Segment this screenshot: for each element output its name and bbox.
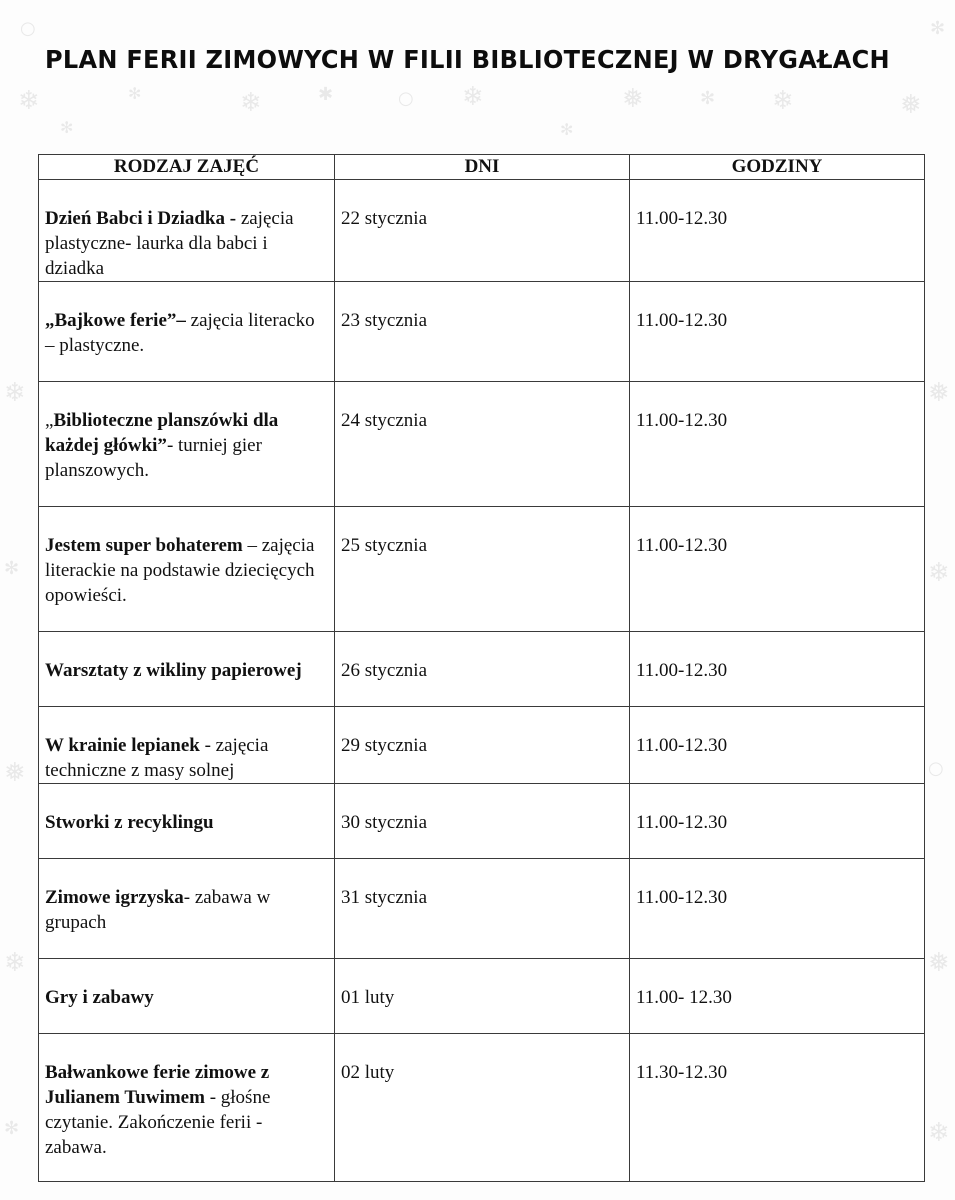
day-cell: 29 stycznia [335,707,630,784]
activity-cell [39,282,335,382]
snowflake-icon: ❅ [4,758,26,788]
snowflake-icon: ❄ [18,86,40,116]
activity-name: Biblioteczne planszówki dla każdej główki” [45,410,279,456]
activity-name: Gry i zabawy [45,987,154,1008]
header-activity: RODZAJ ZAJĘĆ [39,155,335,180]
activity-cell [39,959,335,1034]
hours-cell: 11.00-12.30 [630,180,925,282]
snowflake-icon: ✻ [560,120,574,139]
activity-cell [39,382,335,507]
activity-description: – zajęcia literackie na podstawie dziecięcych opowieści. [45,535,315,606]
activity-cell [39,1034,335,1182]
table-row [39,382,925,507]
day-cell: 30 stycznia [335,784,630,859]
page-title: PLAN FERII ZIMOWYCH W FILII BIBLIOTECZNEJ W DRYGAŁACH [45,45,890,74]
activity-cell [39,507,335,632]
snowflake-icon: ❄ [240,88,262,118]
hours-cell: 11.00-12.30 [630,282,925,382]
snowflake-icon: ❅ [928,378,950,408]
snowflake-icon: ❅ [928,948,950,978]
hours-cell: 11.00- 12.30 [630,959,925,1034]
snowflake-icon: ✻ [700,88,716,109]
activity-description: zajęcia literacko – plastyczne. [45,310,315,356]
activity-description: - turniej gier planszowych. [45,435,262,481]
snowflake-icon: ❄ [772,86,794,116]
header-days: DNI [335,155,630,180]
activity-name: W krainie lepianek [45,735,200,756]
snowflake-icon: ❄ [4,948,26,978]
snowflake-icon: ✻ [930,18,946,39]
activity-cell [39,707,335,784]
schedule-table [38,154,925,1182]
table-row [39,632,925,707]
activity-cell [39,180,335,282]
hours-cell: 11.00-12.30 [630,382,925,507]
hours-cell: 11.00-12.30 [630,507,925,632]
snowflake-icon: ✻ [128,84,142,103]
activity-name: Jestem super bohaterem [45,535,243,556]
table-row [39,784,925,859]
snowflake-icon: ❄ [928,1118,950,1148]
snowflake-icon: ✱ [318,84,334,105]
table-row [39,282,925,382]
activity-description: - głośne czytanie. Zakończenie ferii - zabawa. [45,1087,271,1158]
day-cell: 24 stycznia [335,382,630,507]
activity-description: - zabawa w grupach [45,887,271,933]
snowflake-icon: ❄ [4,378,26,408]
activity-name: Dzień Babci i Dziadka - [45,208,237,229]
activity-cell [39,632,335,707]
activity-name: „Bajkowe ferie”– [45,310,186,331]
activity-name: Stworki z recyklingu [45,812,214,833]
table-header-row [39,155,925,180]
activity-name: Warsztaty z wikliny papierowej [45,660,302,681]
activity-cell [39,859,335,959]
snowflake-icon: ○ [928,758,944,779]
hours-cell: 11.00-12.30 [630,784,925,859]
snowflake-icon: ○ [20,18,36,39]
snowflake-icon: ❄ [928,558,950,588]
table-row [39,859,925,959]
activity-cell [39,784,335,859]
day-cell: 01 luty [335,959,630,1034]
table-row [39,507,925,632]
table-row [39,180,925,282]
snowflake-icon: ❄ [462,82,484,112]
snowflake-icon: ✻ [60,118,74,137]
header-hours: GODZINY [630,155,925,180]
day-cell: 31 stycznia [335,859,630,959]
snowflake-icon: ✻ [4,1118,20,1139]
activity-name: Zimowe igrzyska [45,887,184,908]
day-cell: 02 luty [335,1034,630,1182]
snowflake-icon: ○ [398,88,414,109]
table-row [39,959,925,1034]
activity-description: zajęcia plastyczne- laurka dla babci i dziadka [45,208,294,279]
day-cell: 26 stycznia [335,632,630,707]
activity-description: - zajęcia techniczne z masy solnej [45,735,269,781]
hours-cell: 11.00-12.30 [630,707,925,784]
hours-cell: 11.30-12.30 [630,1034,925,1182]
snowflake-icon: ✻ [4,558,20,579]
table-row [39,1034,925,1182]
activity-name: Bałwankowe ferie zimowe z Julianem Tuwimem [45,1062,270,1108]
hours-cell: 11.00-12.30 [630,859,925,959]
table-row [39,707,925,784]
day-cell: 22 stycznia [335,180,630,282]
snowflake-icon: ❅ [622,84,644,114]
activity-name-prefix: „ [45,410,54,431]
day-cell: 23 stycznia [335,282,630,382]
snowflake-icon: ❅ [900,90,922,120]
day-cell: 25 stycznia [335,507,630,632]
hours-cell: 11.00-12.30 [630,632,925,707]
